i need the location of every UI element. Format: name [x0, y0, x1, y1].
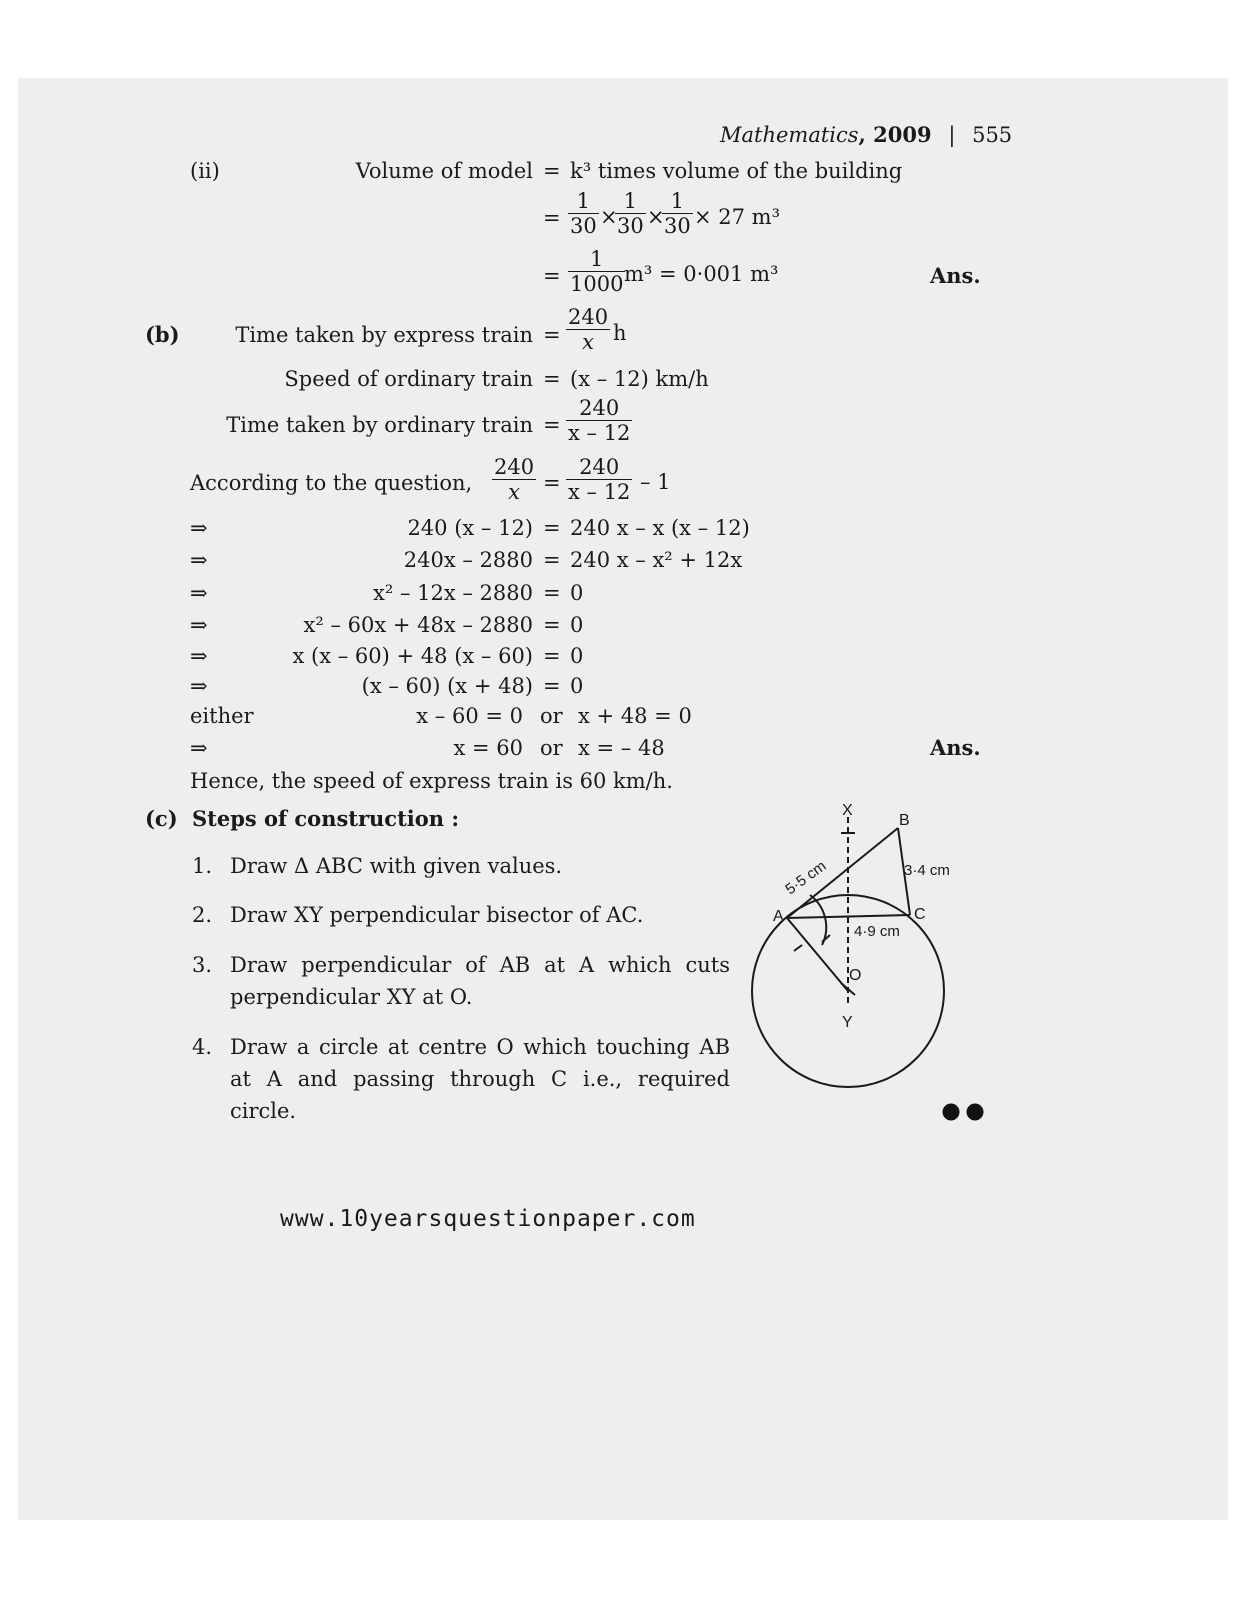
root-eq-2: x + 48 = 0 — [578, 704, 692, 728]
hours-unit: h — [613, 321, 627, 345]
step-lhs: x (x – 60) + 48 (x – 60) — [292, 644, 533, 668]
fraction-240-x — [566, 305, 610, 354]
step-number: 3. — [192, 953, 213, 977]
fraction-1-1000 — [568, 247, 625, 296]
solution-2: x = – 48 — [578, 736, 665, 760]
implies-arrow: ⇒ — [190, 613, 208, 637]
equals-sign: = — [543, 367, 561, 391]
equals-sign: = — [543, 674, 561, 698]
or-word: or — [540, 704, 563, 728]
equals-sign: = — [543, 613, 561, 637]
part-ii-label: (ii) — [190, 159, 220, 183]
fraction-1-30 — [615, 189, 646, 238]
equals-sign: = — [543, 644, 561, 668]
numerator: 1 — [662, 189, 693, 214]
implies-arrow: ⇒ — [190, 516, 208, 540]
construction-step — [192, 850, 712, 884]
numerator: 1 — [568, 247, 625, 272]
fraction-1-30 — [568, 189, 599, 238]
arc-tick — [794, 945, 802, 951]
either-label: either — [190, 704, 254, 728]
numerator: 240 — [566, 455, 632, 480]
header-title: Mathematics — [720, 123, 859, 147]
equals-sign: = — [543, 516, 561, 540]
implies-arrow: ⇒ — [190, 548, 208, 572]
end-dot — [943, 1104, 960, 1121]
label-x: X — [842, 802, 853, 819]
header-year: , 2009 — [858, 122, 932, 147]
step-number: 2. — [192, 903, 213, 927]
part-b-label: (b) — [145, 322, 180, 347]
implies-arrow: ⇒ — [190, 644, 208, 668]
equals-sign: = — [543, 413, 561, 437]
numerator: 240 — [494, 455, 535, 479]
step-lhs: 240x – 2880 — [403, 548, 533, 572]
implies-arrow: ⇒ — [190, 736, 208, 760]
numerator: 240 — [568, 305, 609, 329]
denominator: x – 12 — [568, 421, 631, 445]
step-rhs: 0 — [570, 613, 584, 637]
end-dot — [967, 1104, 984, 1121]
denominator: x — [508, 480, 520, 504]
step-text: Draw a circle at centre O which touching AB at A and passing through C i.e., required circle. — [230, 1035, 730, 1123]
step-number: 1. — [192, 854, 213, 878]
numerator: 1 — [568, 189, 599, 214]
implies-arrow: ⇒ — [190, 581, 208, 605]
numerator: 240 — [566, 396, 632, 421]
solution-1: x = 60 — [453, 736, 523, 760]
equals-sign: = — [543, 471, 561, 495]
construction-title: Steps of construction : — [192, 806, 460, 831]
length-bc: 3·4 cm — [904, 862, 950, 879]
equals-sign: = — [543, 548, 561, 572]
perpendicular-ao — [787, 918, 848, 991]
step-text: Draw perpendicular of AB at A which cuts perpendicular XY at O. — [230, 953, 730, 1009]
volume-rhs: k³ times volume of the building — [570, 159, 903, 183]
length-ab: 5·5 cm — [782, 857, 830, 899]
equals-sign: = — [543, 581, 561, 605]
root-eq-1: x – 60 = 0 — [416, 704, 523, 728]
step-rhs: 240 x – x (x – 12) — [570, 516, 750, 540]
label-a: A — [773, 908, 784, 925]
volume-of-model-label: Volume of model — [355, 159, 533, 183]
or-word: or — [540, 736, 563, 760]
label-c: C — [914, 906, 926, 923]
label-b: B — [899, 812, 910, 829]
times-sign: × — [647, 205, 665, 229]
construction-step — [192, 899, 712, 933]
fraction-240-x — [492, 455, 536, 504]
equals-sign: = — [543, 206, 561, 230]
page-header — [720, 122, 1012, 148]
implies-arrow: ⇒ — [190, 674, 208, 698]
construction-step — [192, 1031, 730, 1123]
step-number: 4. — [192, 1035, 213, 1059]
step-lhs: 240 (x – 12) — [407, 516, 533, 540]
label-o: O — [849, 967, 862, 984]
denominator: 30 — [570, 214, 597, 238]
express-time-label: Time taken by express train — [235, 323, 533, 347]
length-ac: 4·9 cm — [854, 923, 900, 940]
fraction-1-30 — [662, 189, 693, 238]
label-y: Y — [842, 1014, 853, 1031]
denominator: 30 — [664, 214, 691, 238]
step-lhs: x² – 60x + 48x – 2880 — [303, 613, 533, 637]
page-number: 555 — [972, 123, 1013, 147]
equals-sign: = — [543, 264, 561, 288]
step-rhs: 0 — [570, 581, 584, 605]
ordinary-speed-value: (x – 12) km/h — [570, 367, 709, 391]
website-url: www.10yearsquestionpaper.com — [280, 1206, 696, 1232]
construction-figure — [740, 795, 970, 1100]
step-rhs: 0 — [570, 644, 584, 668]
answer-marker: Ans. — [930, 735, 981, 760]
header-separator: | — [948, 123, 956, 147]
equals-sign: = — [543, 159, 561, 183]
ordinary-time-label: Time taken by ordinary train — [226, 413, 533, 437]
times-sign: × — [600, 205, 618, 229]
equals-sign: = — [543, 323, 561, 347]
conclusion-text: Hence, the speed of express train is 60 km/h. — [190, 769, 673, 793]
part-c-label: (c) — [145, 806, 178, 831]
step-lhs: (x – 60) (x + 48) — [361, 674, 533, 698]
step-text: Draw Δ ABC with given values. — [230, 854, 563, 878]
denominator: 1000 — [570, 272, 624, 296]
volume-result: m³ = 0·001 m³ — [624, 262, 779, 286]
construction-step — [192, 949, 730, 1015]
according-to-question: According to the question, — [190, 471, 473, 495]
numerator: 1 — [615, 189, 646, 214]
denominator: x – 12 — [568, 480, 631, 504]
answer-marker: Ans. — [930, 263, 981, 288]
step-rhs: 240 x – x² + 12x — [570, 548, 743, 572]
volume-tail: × 27 m³ — [694, 205, 780, 229]
bisector-tick — [841, 983, 855, 995]
denominator: x — [582, 330, 594, 354]
denominator: 30 — [617, 214, 644, 238]
fraction-240-x-minus-12 — [566, 455, 632, 504]
step-lhs: x² – 12x – 2880 — [373, 581, 533, 605]
step-text: Draw XY perpendicular bisector of AC. — [230, 903, 644, 927]
ordinary-speed-label: Speed of ordinary train — [284, 367, 533, 391]
minus-one: – 1 — [640, 470, 671, 494]
end-of-answer-marker — [940, 1101, 990, 1123]
step-rhs: 0 — [570, 674, 584, 698]
fraction-240-x-minus-12 — [566, 396, 632, 445]
